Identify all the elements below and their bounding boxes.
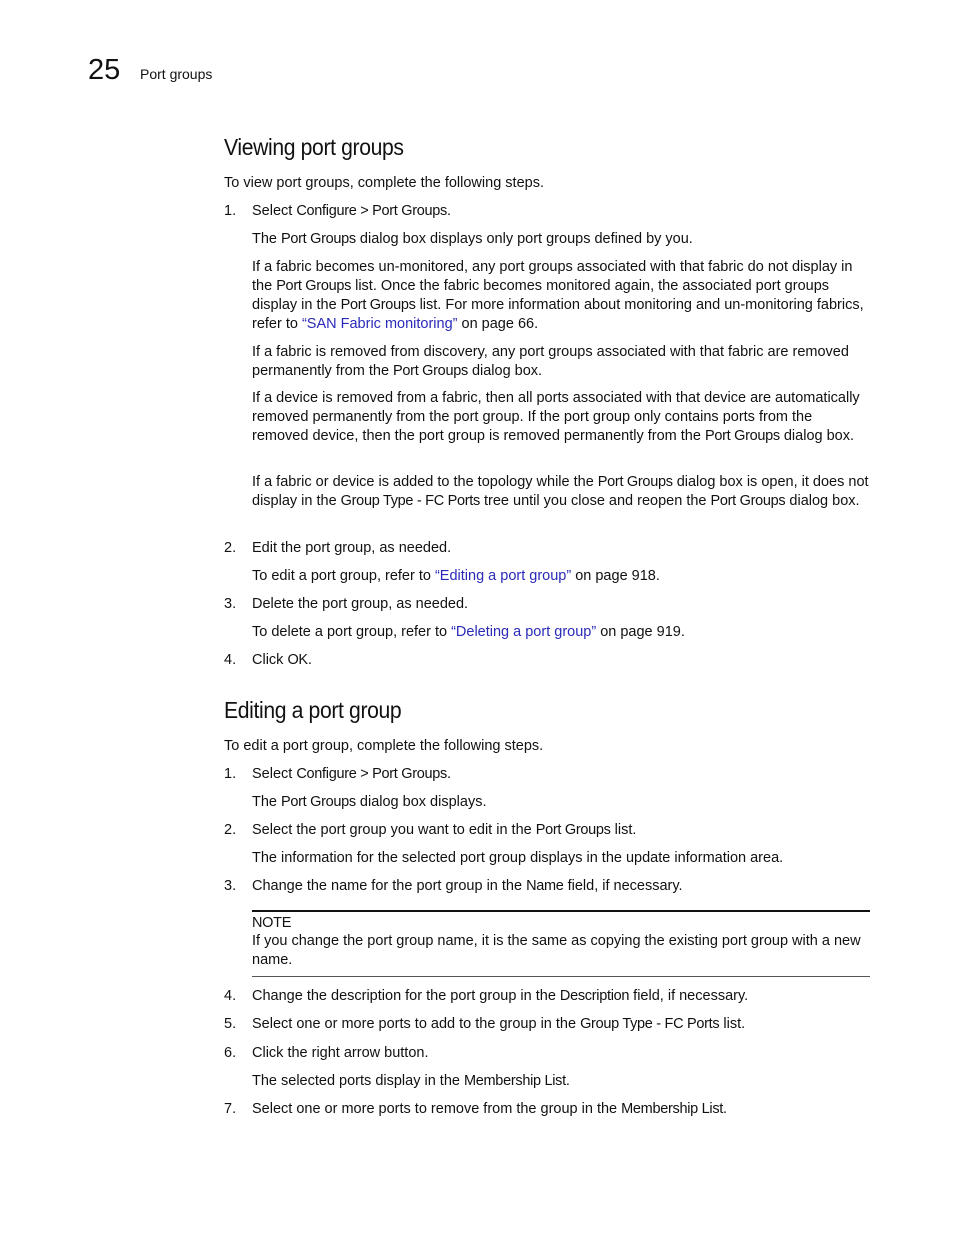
section1-intro: To view port groups, complete the following steps.: [224, 175, 544, 191]
step-number: 5.: [224, 1016, 237, 1032]
section1-step2-sub: To edit a port group, refer to “Editing a port group” on page 918.: [252, 568, 660, 584]
section-heading-viewing-port-groups: Viewing port groups: [224, 134, 404, 160]
ui-label-port-groups: Port Groups: [597, 474, 673, 490]
step-text: Change the name for the port group in the Name field, if necessary.: [252, 878, 683, 894]
step-text: Delete the port group, as needed.: [252, 596, 469, 612]
section1-step1-para-4: If a device is removed from a fabric, then all ports associated with that device are automatically removed permanently from the port group. If the port group only contains ports from the removed device, then the port group is removed permanently from the Port Groups dialog box.: [252, 390, 860, 444]
ui-label-description: Description: [559, 988, 630, 1004]
ui-label-menu-path: Configure > Port Groups: [296, 203, 448, 219]
ui-label-port-groups: Port Groups: [535, 822, 611, 838]
step-number: 7.: [224, 1101, 237, 1117]
chapter-number: 25: [88, 54, 121, 86]
ui-label-group-type-fc-ports: Group Type - FC Ports: [340, 493, 480, 509]
ui-label-port-groups: Port Groups: [704, 428, 780, 444]
step-number: 3.: [224, 596, 237, 612]
step-number: 6.: [224, 1045, 237, 1061]
step-number: 4.: [224, 652, 237, 668]
ui-label-port-groups: Port Groups: [340, 297, 416, 313]
ui-label-name: Name: [526, 878, 564, 894]
step-number: 1.: [224, 203, 237, 219]
section2-intro: To edit a port group, complete the following steps.: [224, 738, 544, 754]
section1-step1-para-5: If a fabric or device is added to the topology while the Port Groups dialog box is open, it does not display in the Group Type - FC Ports tree until you close and reopen the Port Groups dialog box.: [252, 474, 869, 509]
section2-step6-sub: The selected ports display in the Membership List.: [252, 1073, 570, 1089]
section2-step1-sub: The Port Groups dialog box displays.: [252, 794, 487, 810]
step-number: 3.: [224, 878, 237, 894]
ui-label-menu-path: Configure > Port Groups: [296, 766, 448, 782]
ui-label-membership-list: Membership List: [621, 1101, 724, 1117]
step-text: Click OK.: [252, 652, 312, 668]
ui-label-membership-list: Membership List: [463, 1073, 566, 1089]
section-heading-editing-a-port-group: Editing a port group: [224, 697, 402, 723]
section1-step1-para-1: The Port Groups dialog box displays only port groups defined by you.: [252, 231, 693, 247]
chapter-title: Port groups: [140, 66, 213, 82]
step-text: Edit the port group, as needed.: [252, 540, 452, 556]
step-text: Select one or more ports to add to the group in the Group Type - FC Ports list.: [252, 1016, 746, 1032]
step-text: Select the port group you want to edit in the Port Groups list.: [252, 822, 637, 838]
link-editing-a-port-group[interactable]: “Editing a port group”: [434, 568, 572, 584]
step-number: 1.: [224, 766, 237, 782]
step-text: Select Configure > Port Groups.: [252, 766, 452, 782]
section2-step2-sub: The information for the selected port group displays in the update information area.: [252, 850, 784, 866]
step-number: 2.: [224, 822, 237, 838]
link-san-fabric-monitoring[interactable]: “SAN Fabric monitoring”: [301, 316, 458, 332]
note-text: If you change the port group name, it is the same as copying the existing port group with a new name.: [252, 933, 861, 968]
ui-label-port-groups: Port Groups: [393, 363, 468, 379]
ui-label-group-type-fc-ports: Group Type - FC Ports: [580, 1016, 720, 1032]
section1-step1-para-3: If a fabric is removed from discovery, any port groups associated with that fabric are removed permanently from the Port Groups dialog box.: [252, 344, 849, 379]
step-number: 4.: [224, 988, 237, 1004]
note-box: [252, 910, 870, 977]
step-number: 2.: [224, 540, 237, 556]
link-deleting-a-port-group[interactable]: “Deleting a port group”: [451, 624, 597, 640]
ui-label-port-groups: Port Groups: [710, 493, 786, 509]
section1-step1-para-2: If a fabric becomes un-monitored, any port groups associated with that fabric do not display in the Port Groups list. Once the fabric becomes monitored again, the associated port groups display in the Port Groups list. For more information about monitoring and un-monitoring fabrics, refer to “SAN Fabric monitoring” on page 66.: [252, 259, 864, 332]
step-text: Select Configure > Port Groups.: [252, 203, 452, 219]
ui-label-port-groups: Port Groups: [281, 794, 356, 810]
ui-label-ok: OK: [287, 652, 308, 668]
ui-label-port-groups: Port Groups: [276, 278, 352, 294]
step-text: Change the description for the port group in the Description field, if necessary.: [252, 988, 749, 1004]
ui-label-port-groups: Port Groups: [281, 231, 356, 247]
step-text: Select one or more ports to remove from the group in the Membership List.: [252, 1101, 728, 1117]
step-text: Click the right arrow button.: [252, 1045, 429, 1061]
section1-step3-sub: To delete a port group, refer to “Deleting a port group” on page 919.: [252, 624, 685, 640]
note-label: NOTE: [252, 915, 292, 931]
